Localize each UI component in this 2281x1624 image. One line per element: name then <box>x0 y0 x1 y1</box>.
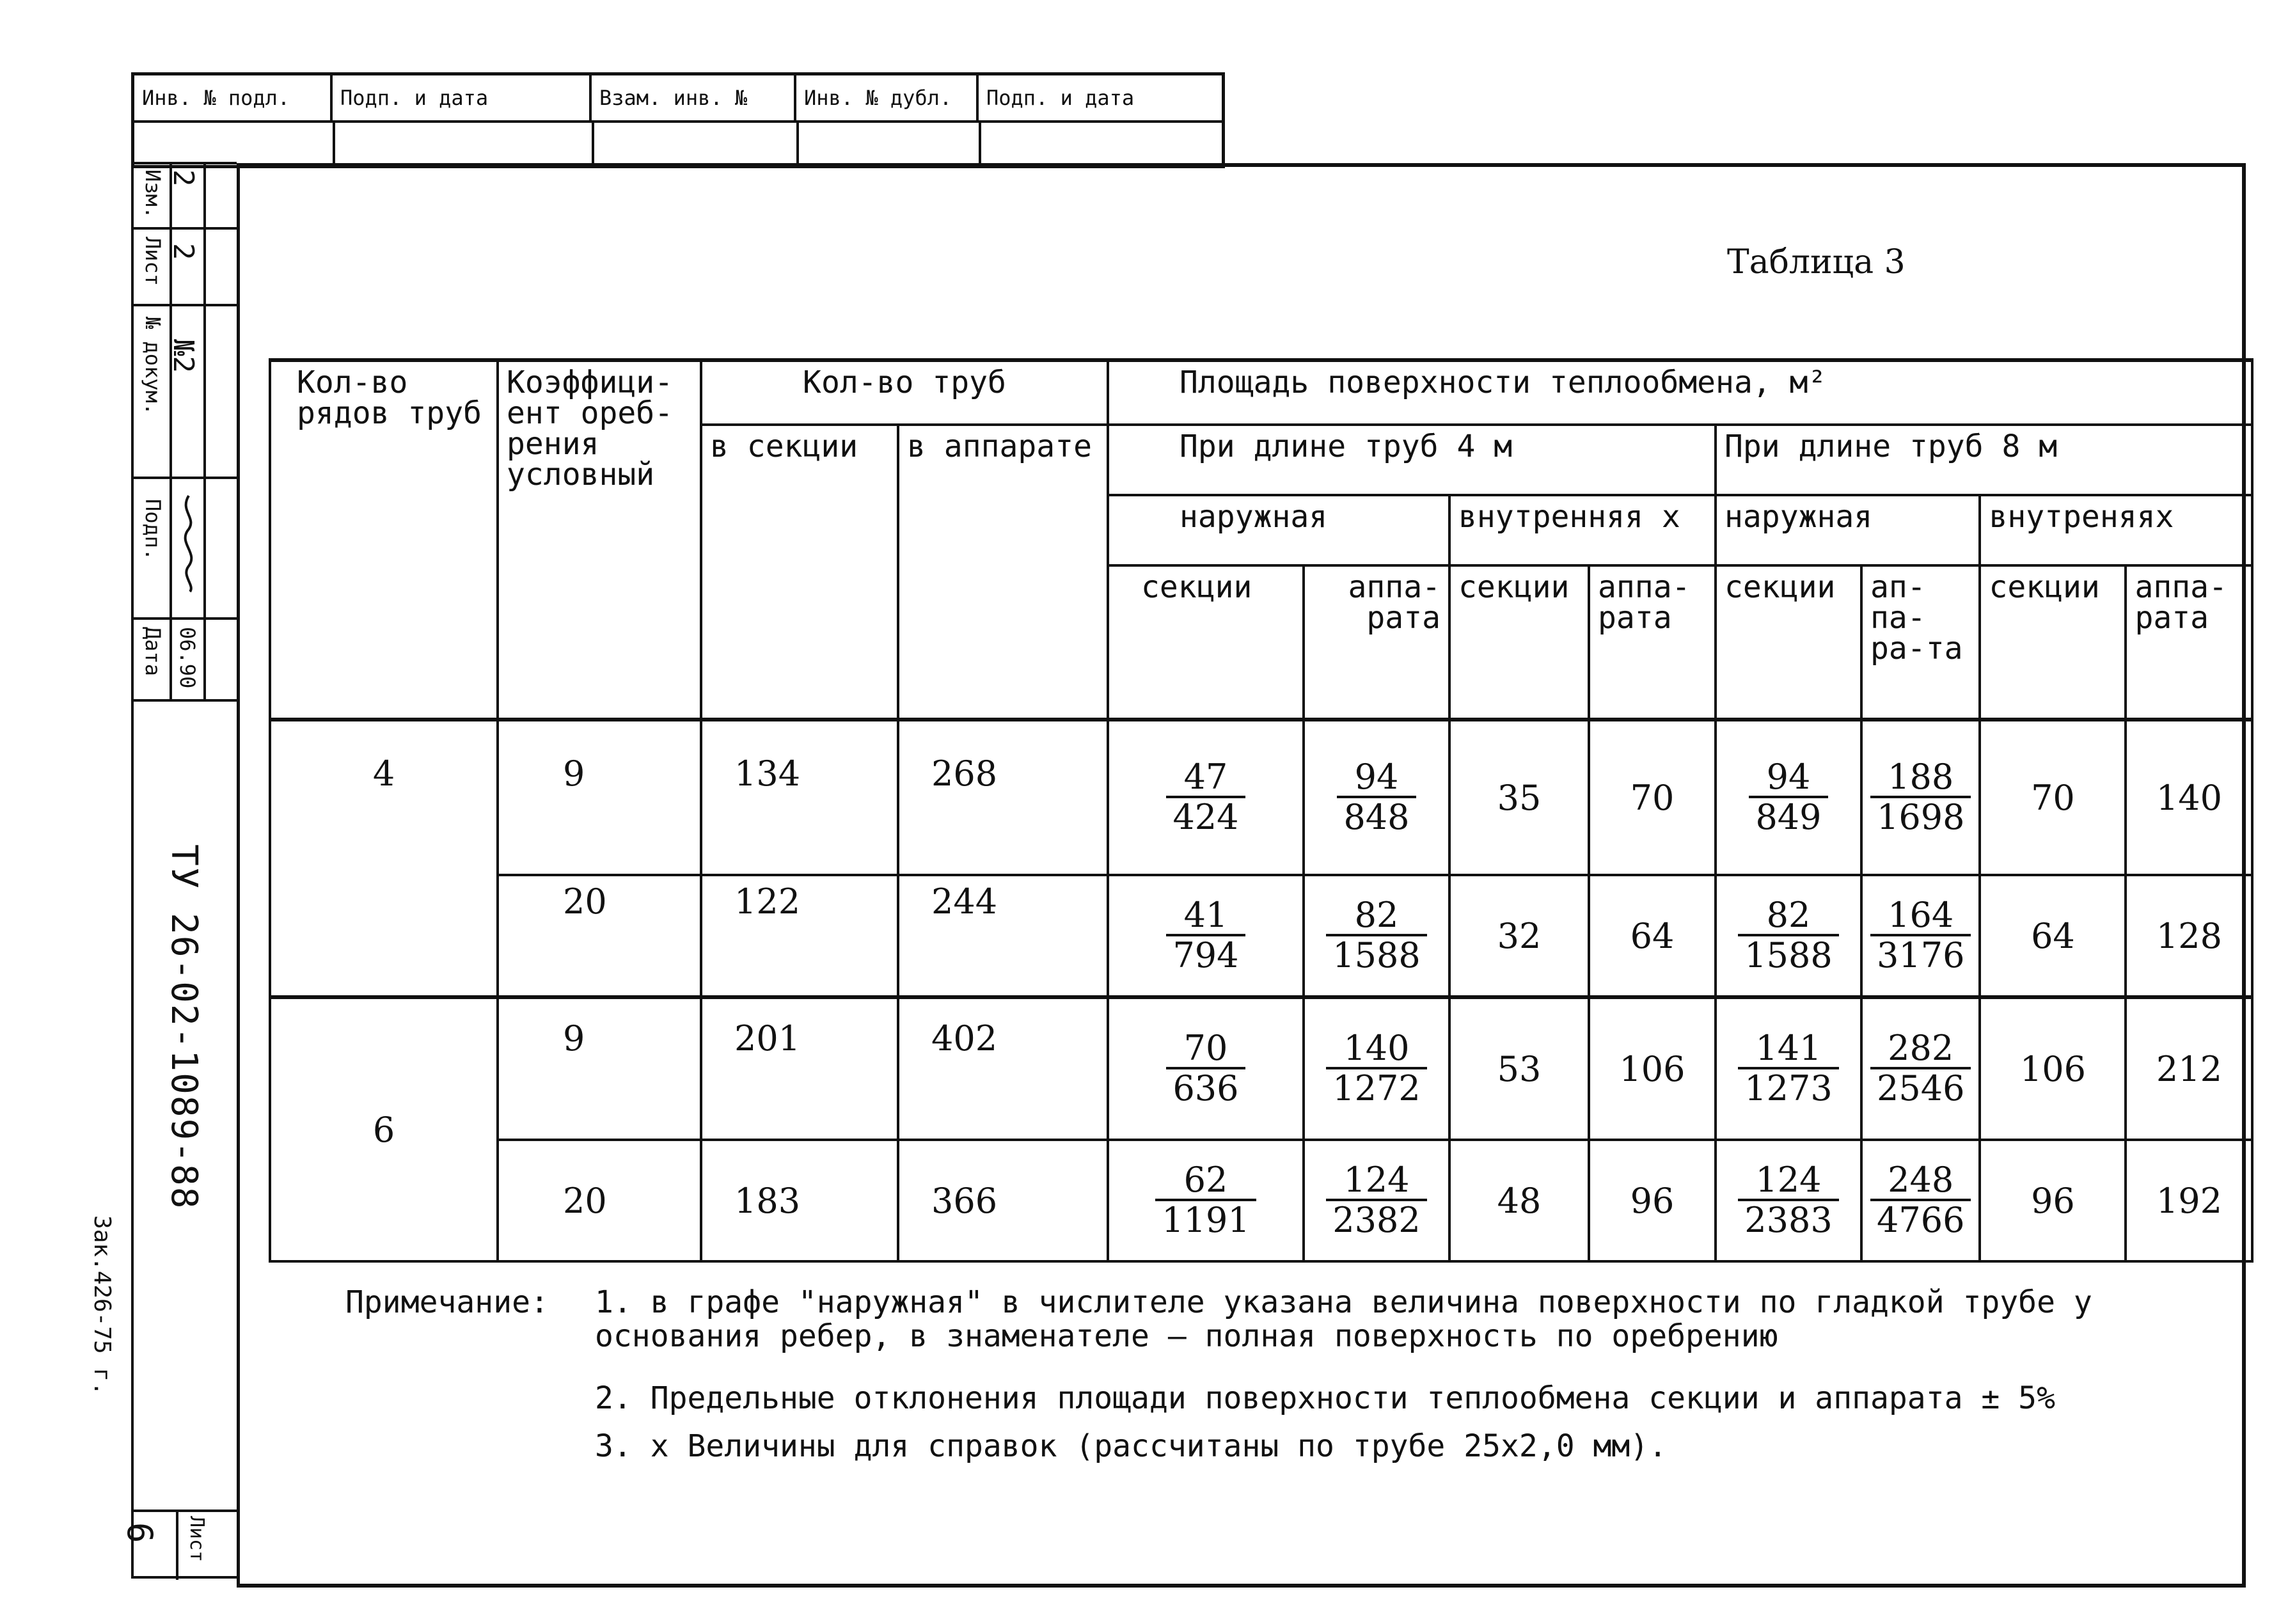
numerator: 70 <box>1166 1029 1245 1069</box>
cell-coef: 20 <box>498 875 701 997</box>
numerator: 82 <box>1738 896 1838 936</box>
cell-inner8-apparatus: 192 <box>2126 1140 2252 1261</box>
denominator: 2546 <box>1877 1068 1965 1109</box>
cell-outer8-apparatus <box>1861 720 1980 875</box>
sheet-number: 6 <box>120 1522 160 1543</box>
denominator: 4766 <box>1877 1200 1965 1241</box>
header-area: Площадь поверхности теплообмена, м² <box>1108 360 2252 425</box>
sheet-divider <box>176 1510 178 1580</box>
header-outer-4: наружная <box>1108 495 1449 565</box>
stamp-row-2 <box>134 120 1222 168</box>
cell-rows: 4 <box>270 720 498 997</box>
cell-inner8-section: 70 <box>1980 720 2126 875</box>
cell-inner4-section: 35 <box>1449 720 1589 875</box>
denominator: 424 <box>1172 797 1239 838</box>
cell-inner4-section: 48 <box>1449 1140 1589 1261</box>
cell-sec: 122 <box>701 875 898 997</box>
numerator: 164 <box>1870 896 1971 936</box>
numerator: 47 <box>1166 758 1245 798</box>
numerator: 94 <box>1749 758 1827 798</box>
header-length-4: При длине труб 4 м <box>1108 425 1716 495</box>
stamp-divider <box>592 120 594 165</box>
cell-app: 402 <box>898 997 1108 1140</box>
sheet-box <box>131 1510 237 1582</box>
cell-outer8-apparatus <box>1861 997 1980 1140</box>
signature <box>176 493 201 595</box>
cell-app: 366 <box>898 1140 1108 1261</box>
denominator: 849 <box>1755 797 1822 838</box>
cell-app: 268 <box>898 720 1108 875</box>
header-outer-8: наружная <box>1716 495 1980 565</box>
rev-divider <box>131 617 237 620</box>
cell-coef: 20 <box>498 1140 701 1261</box>
stamp-vzam-inv: Взам. инв. № <box>592 75 796 120</box>
side-date-value: 06.90 <box>175 627 200 689</box>
sheet-label: Лист <box>185 1516 208 1563</box>
cell-inner4-section: 32 <box>1449 875 1589 997</box>
stamp-inv-dubl: Инв. № дубл. <box>796 75 979 120</box>
denominator: 636 <box>1172 1068 1239 1109</box>
cell-inner8-section: 64 <box>1980 875 2126 997</box>
side-izm-value: 2 <box>167 169 200 187</box>
rev-divider <box>131 227 237 230</box>
side-izm: Изм. <box>141 169 165 219</box>
table-row <box>270 1140 2252 1261</box>
cell-outer4-section <box>1108 1140 1304 1261</box>
cell-inner4-section: 53 <box>1449 997 1589 1140</box>
numerator: 41 <box>1166 896 1245 936</box>
header-section-inner4: секции <box>1449 565 1589 720</box>
cell-outer4-apparatus <box>1304 997 1449 1140</box>
cell-outer8-section <box>1716 720 1861 875</box>
cell-inner4-apparatus: 96 <box>1589 1140 1716 1261</box>
numerator: 141 <box>1738 1029 1838 1069</box>
header-apparatus-outer4: аппа-рата <box>1304 565 1449 720</box>
header-inner-4: внутренняя x <box>1449 495 1716 565</box>
cell-app: 244 <box>898 875 1108 997</box>
cell-inner8-apparatus: 212 <box>2126 997 2252 1140</box>
cell-outer8-section <box>1716 875 1861 997</box>
cell-outer4-apparatus <box>1304 1140 1449 1261</box>
cell-inner8-section: 96 <box>1980 1140 2126 1261</box>
numerator: 62 <box>1155 1161 1256 1201</box>
header-apparatus-outer8: ап-па-ра-та <box>1861 565 1980 720</box>
denominator: 3176 <box>1877 935 1965 976</box>
note-1: 1. в графе "наружная" в числителе указана величина поверхности по гладкой трубе у основания ребер, в знаменателе – полная поверхность по оребрению <box>595 1284 2092 1354</box>
denominator: 2382 <box>1332 1200 1421 1241</box>
header-rows: Кол-во рядов труб <box>270 360 498 720</box>
denominator: 2383 <box>1744 1200 1833 1241</box>
header-in-section: в секции <box>701 425 898 720</box>
denominator: 848 <box>1343 797 1410 838</box>
table-row <box>270 997 2252 1140</box>
cell-outer4-apparatus <box>1304 720 1449 875</box>
stamp-divider <box>979 120 981 165</box>
side-podp: Подп. <box>141 499 165 561</box>
denominator: 1588 <box>1332 935 1421 976</box>
side-ndok-value: №2 <box>167 339 200 373</box>
stamp-divider <box>796 120 799 165</box>
numerator: 124 <box>1738 1161 1838 1201</box>
cell-outer4-section <box>1108 875 1304 997</box>
denominator: 794 <box>1172 935 1239 976</box>
header-apparatus-inner8: аппа-рата <box>2126 565 2252 720</box>
denominator: 1273 <box>1744 1068 1833 1109</box>
cell-sec: 183 <box>701 1140 898 1261</box>
cell-coef: 9 <box>498 720 701 875</box>
cell-inner8-section: 106 <box>1980 997 2126 1140</box>
stamp-podp-data-2: Подп. и дата <box>986 86 1135 110</box>
note-3: 3. x Величины для справок (рассчитаны по трубе 25x2,0 мм). <box>595 1428 1668 1464</box>
side-ndokum: № докум. <box>141 317 165 416</box>
rev-divider <box>131 477 237 479</box>
cell-rows: 6 <box>270 997 498 1261</box>
numerator: 188 <box>1870 758 1971 798</box>
numerator: 94 <box>1337 758 1416 798</box>
cell-outer4-section <box>1108 720 1304 875</box>
document-code: ТУ 26-02-1089-88 <box>163 844 205 1210</box>
cell-outer4-apparatus <box>1304 875 1449 997</box>
cell-outer8-section <box>1716 997 1861 1140</box>
cell-inner4-apparatus: 70 <box>1589 720 1716 875</box>
denominator: 1588 <box>1744 935 1833 976</box>
cell-inner4-apparatus: 106 <box>1589 997 1716 1140</box>
header-tubes: Кол-во труб <box>701 360 1108 425</box>
data-table <box>269 358 2253 1263</box>
cell-coef: 9 <box>498 997 701 1140</box>
table-title: Таблица 3 <box>1727 243 1906 281</box>
side-data: Дата <box>141 627 165 677</box>
header-section-inner8: секции <box>1980 565 2126 720</box>
numerator: 82 <box>1326 896 1426 936</box>
cell-inner8-apparatus: 128 <box>2126 875 2252 997</box>
cell-outer8-apparatus <box>1861 875 1980 997</box>
table-row <box>270 720 2252 875</box>
stamp-strip <box>131 72 1225 168</box>
numerator: 248 <box>1870 1161 1971 1201</box>
header-length-8: При длине труб 8 м <box>1716 425 2252 495</box>
stamp-divider <box>333 120 335 165</box>
cell-sec: 134 <box>701 720 898 875</box>
rev-divider <box>131 304 237 306</box>
stamp-inv-podl: Инв. № подл. <box>134 75 333 120</box>
numerator: 140 <box>1326 1029 1426 1069</box>
header-section-outer8: секции <box>1716 565 1861 720</box>
header-section-outer4: секции <box>1108 565 1304 720</box>
cell-outer4-section <box>1108 997 1304 1140</box>
notes-label: Примечание: <box>345 1284 549 1320</box>
side-list-value: 2 <box>167 243 200 260</box>
header-coefficient: Коэффици-ент ореб-рения условный <box>498 360 701 720</box>
side-list: Лист <box>141 237 165 287</box>
cell-inner8-apparatus: 140 <box>2126 720 2252 875</box>
stamp-podp-data: Подп. и дата <box>333 75 592 120</box>
numerator: 124 <box>1326 1161 1426 1201</box>
numerator: 282 <box>1870 1029 1971 1069</box>
note-2: 2. Предельные отклонения площади поверхности теплообмена секции и аппарата ± 5% <box>595 1380 2055 1416</box>
rev-divider <box>131 699 237 702</box>
header-in-apparatus: в аппарате <box>898 425 1108 720</box>
header-inner-8: внутреняяx <box>1980 495 2252 565</box>
cell-outer8-section <box>1716 1140 1861 1261</box>
cell-sec: 201 <box>701 997 898 1140</box>
cell-outer8-apparatus <box>1861 1140 1980 1261</box>
cell-inner4-apparatus: 64 <box>1589 875 1716 997</box>
order-number: Зак.426-75 г. <box>89 1215 115 1396</box>
table-row <box>270 875 2252 997</box>
header-apparatus-inner4: аппа-рата <box>1589 565 1716 720</box>
denominator: 1191 <box>1162 1200 1250 1241</box>
denominator: 1272 <box>1332 1068 1421 1109</box>
denominator: 1698 <box>1877 797 1965 838</box>
